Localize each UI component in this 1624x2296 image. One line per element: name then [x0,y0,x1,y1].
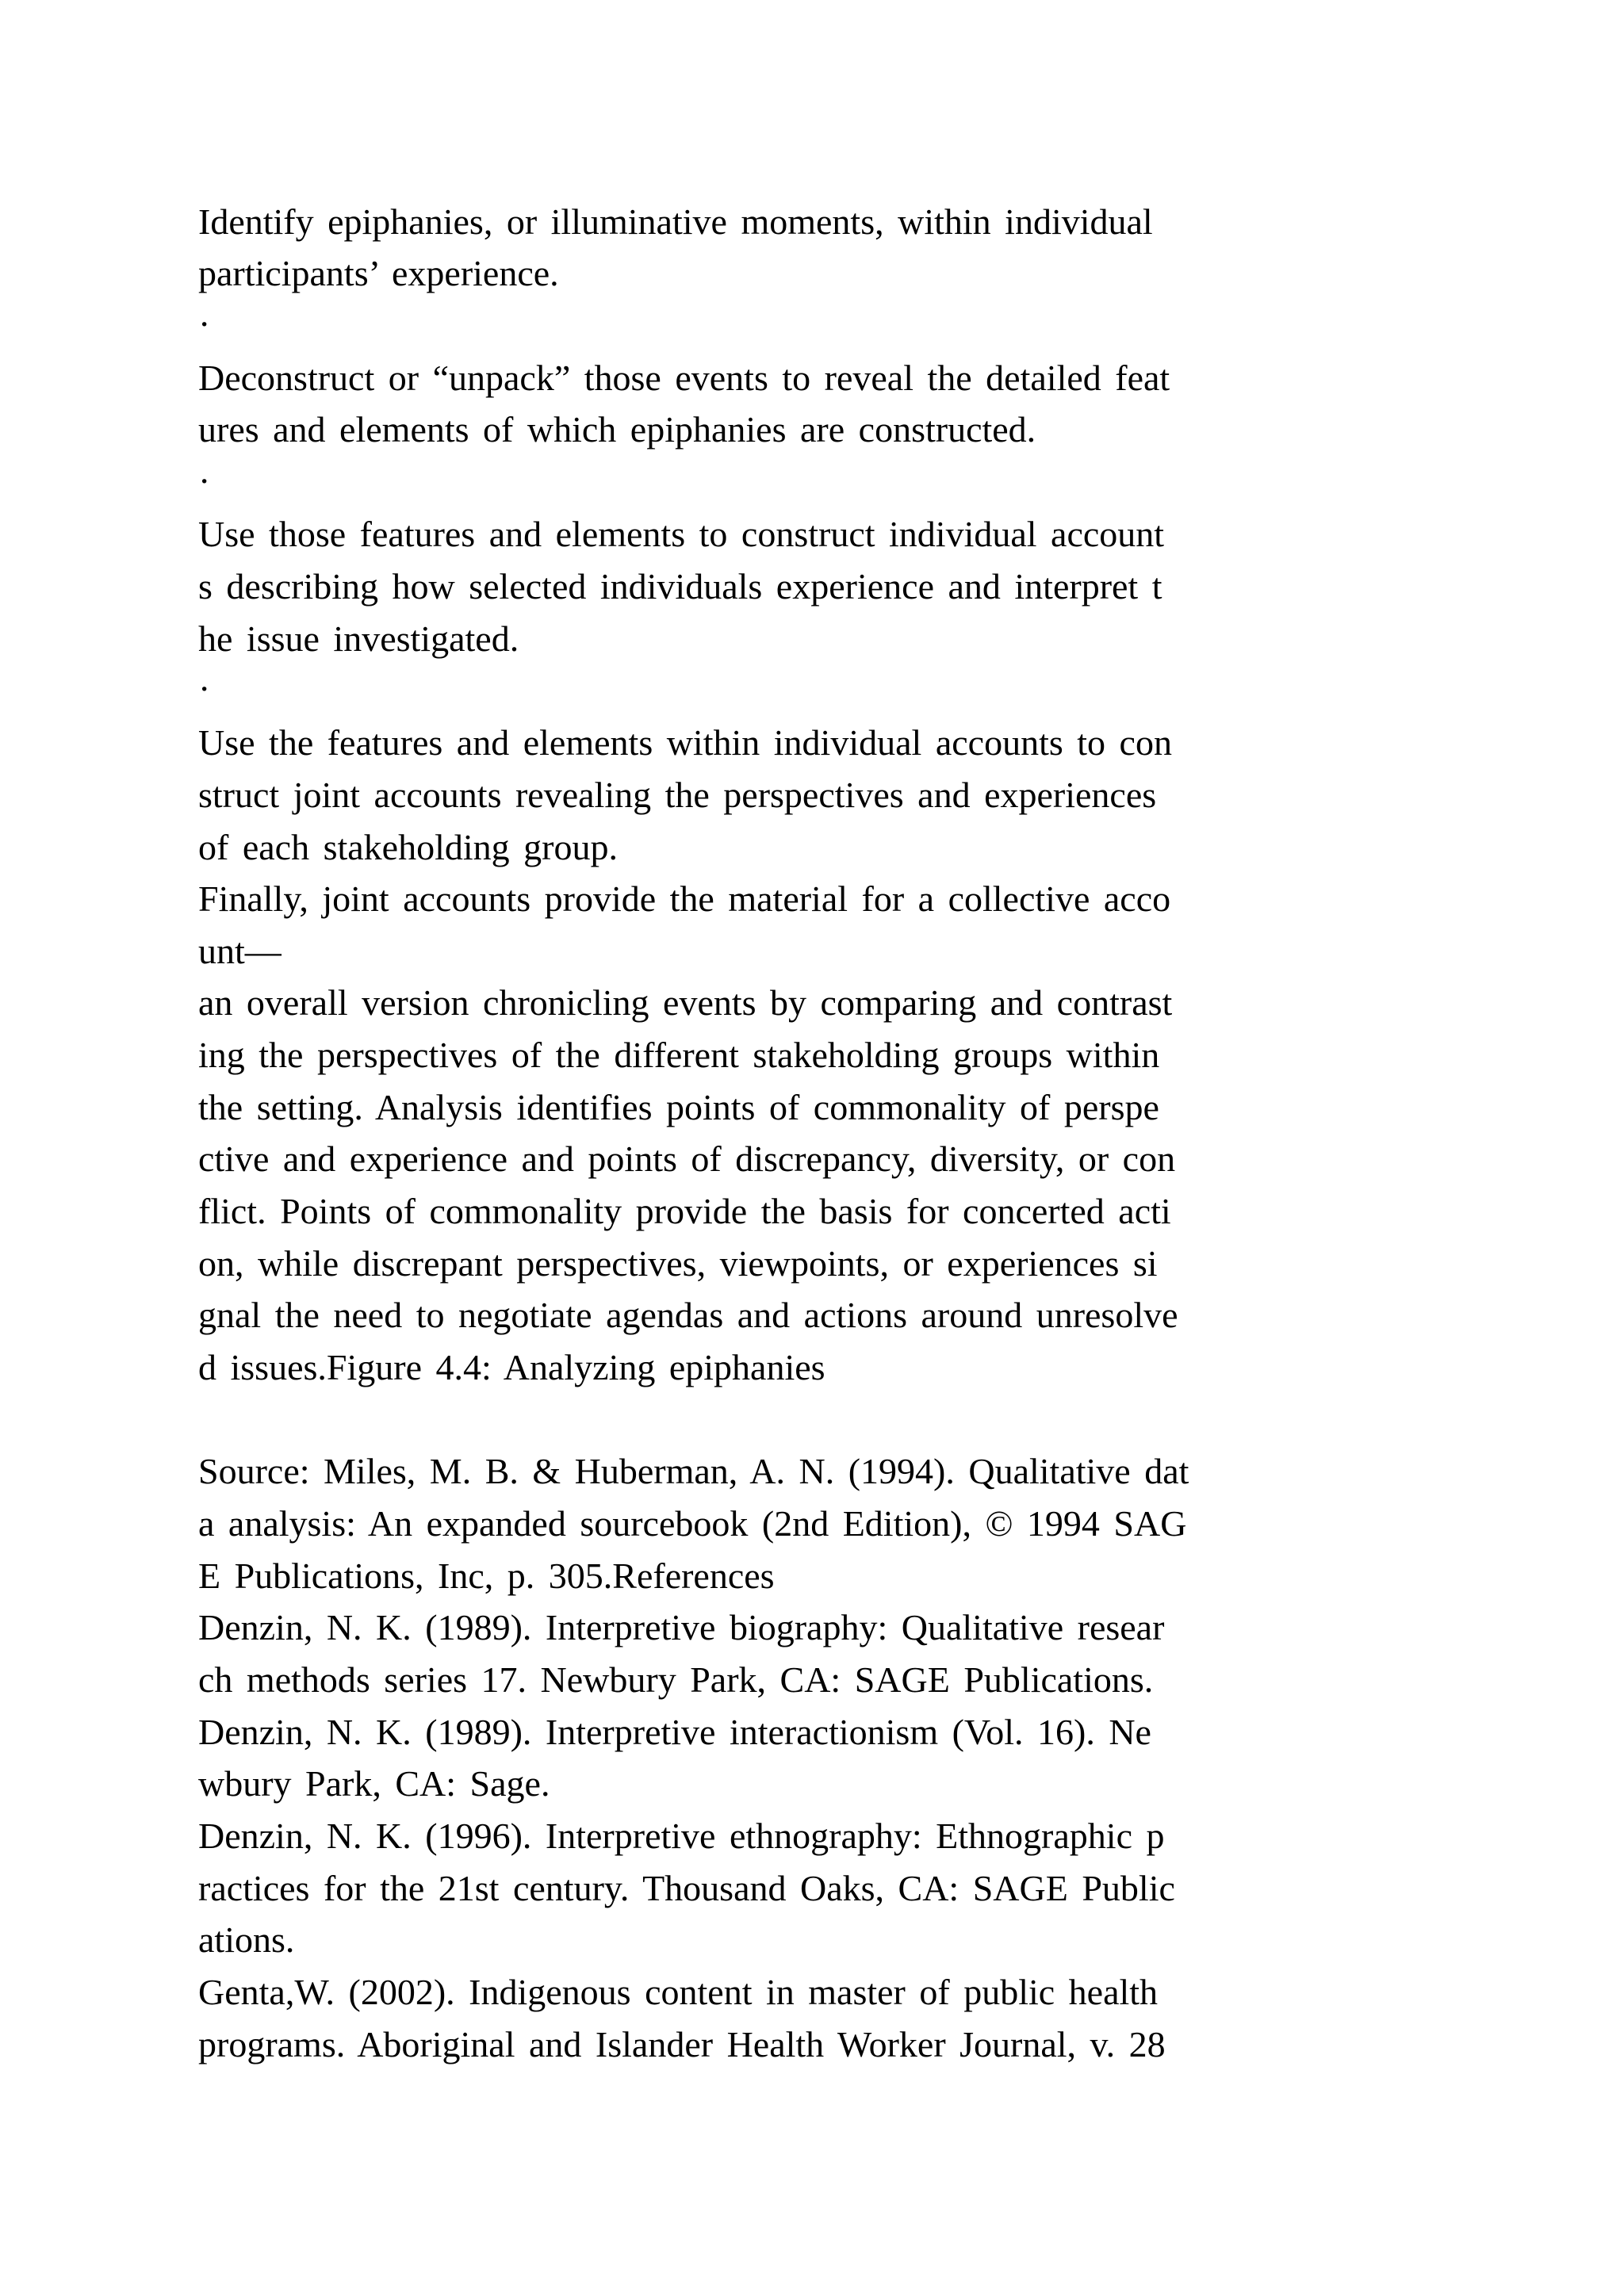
text-line: Finally, joint accounts provide the material for a collective acco [198,878,1171,919]
reference-line: ations. [198,1919,295,1960]
bullet-marker: · [198,304,211,344]
text-line: Identify epiphanies, or illuminative moments, within individual [198,201,1153,242]
text-line: of each stakeholding group. [198,827,618,867]
text-line: ures and elements of which epiphanies are constructed. [198,409,1036,450]
text-line: he issue investigated. [198,618,519,659]
text-line: the setting. Analysis identifies points of commonality of perspe [198,1087,1159,1127]
reference-line: Denzin, N. K. (1989). Interpretive biography: Qualitative resear [198,1607,1165,1647]
reference-line: wbury Park, CA: Sage. [198,1763,550,1804]
text-line: d issues.Figure 4.4: Analyzing epiphanies [198,1347,825,1387]
reference-line: Genta,W. (2002). Indigenous content in master of public health [198,1972,1159,2012]
reference-line: ch methods series 17. Newbury Park, CA: SAGE Publications. [198,1659,1154,1700]
source-line: Source: Miles, M. B. & Huberman, A. N. (1994). Qualitative dat [198,1451,1189,1491]
reference-line: Denzin, N. K. (1989). Interpretive interactionism (Vol. 16). Ne [198,1712,1151,1752]
source-line: a analysis: An expanded sourcebook (2nd Edition), © 1994 SAG [198,1503,1187,1544]
text-line: ing the perspectives of the different stakeholding groups within [198,1035,1160,1075]
source-line: E Publications, Inc, p. 305.References [198,1556,775,1596]
reference-line: ractices for the 21st century. Thousand Oaks, CA: SAGE Public [198,1868,1175,1908]
bullet-marker: · [198,668,211,709]
reference-line: Denzin, N. K. (1996). Interpretive ethnography: Ethnographic p [198,1816,1165,1856]
text-line: participants’ experience. [198,253,559,293]
text-line: Deconstruct or “unpack” those events to reveal the detailed feat [198,358,1170,398]
text-line: flict. Points of commonality provide the basis for concerted acti [198,1191,1171,1231]
text-line: on, while discrepant perspectives, viewpoints, or experiences si [198,1243,1158,1284]
bullet-marker: · [198,461,211,501]
text-line: struct joint accounts revealing the perspectives and experiences [198,775,1157,815]
text-line: Use the features and elements within individual accounts to con [198,722,1172,763]
text-line: Use those features and elements to construct individual account [198,514,1165,554]
text-line: gnal the need to negotiate agendas and actions around unresolve [198,1295,1178,1335]
text-line: ctive and experience and points of discrepancy, diversity, or con [198,1138,1176,1179]
text-line: an overall version chronicling events by comparing and contrast [198,982,1173,1023]
text-line: unt— [198,931,282,971]
reference-line: programs. Aboriginal and Islander Health Worker Journal, v. 28 [198,2024,1166,2064]
text-line: s describing how selected individuals experience and interpret t [198,566,1162,607]
